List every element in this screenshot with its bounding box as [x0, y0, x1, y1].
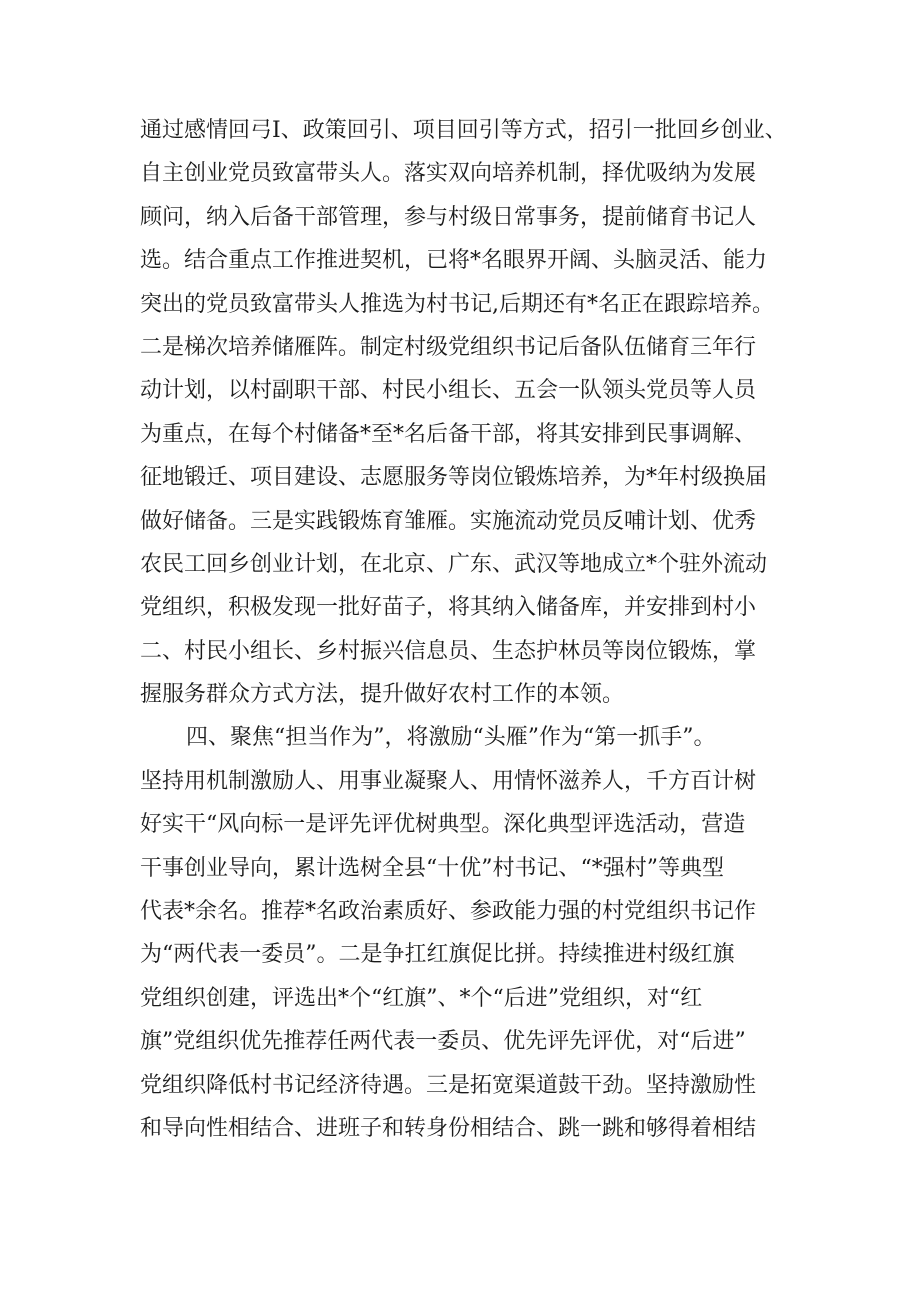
text-line: 党组织降低村书记经济待遇。三是拓宽渠道鼓干劲。坚持激励性: [140, 1072, 757, 1098]
text-line: 通过感情回弓I、政策回引、项目回引等方式，招引一批回乡创业、: [140, 118, 787, 143]
text-line: 选。结合重点工作推进契机，已将*名眼界开阔、头脑灵活、能力: [140, 248, 768, 274]
text-line: 农民工回乡创业计划，在北京、广东、武汉等地成立*个驻外流动: [140, 551, 768, 577]
text-line: 二、村民小组长、乡村振兴信息员、生态护林员等岗位锻炼，掌: [140, 638, 757, 664]
text-line: 干事创业导向，累计选树全县“十优”村书记、“*强村”等典型: [140, 855, 724, 881]
text-line: 动计划，以村副职干部、村民小组长、五会一队领头党员等人员: [140, 378, 757, 404]
text-line: 自主创业党员致富带头人。落实双向培养机制，择优吸纳为发展: [140, 161, 757, 187]
text-line: 突出的党员致富带头人推选为村书记,后期还有*名正在跟踪培养。: [140, 291, 774, 317]
document-body: [140, 109, 795, 1150]
text-line: 代表*余名。推荐*名政治素质好、参政能力强的村党组织书记作: [140, 899, 757, 925]
text-line: 为“两代表一委员”。二是争扛红旗促比拼。持续推进村级红旗: [140, 942, 735, 968]
text-line: 握服务群众方式方法，提升做好农村工作的本领。: [140, 682, 625, 708]
text-line: 旗”党组织优先推荐任两代表一委员、优先评先评优，对“后进”: [140, 1029, 746, 1055]
text-line: 顾问，纳入后备干部管理，参与村级日常事务，提前储育书记人: [140, 204, 757, 230]
text-line: 党组织，积极发现一批好苗子，将其纳入储备库，并安排到村小: [140, 595, 757, 621]
text-line: 征地锻迁、项目建设、志愿服务等岗位锻炼培养，为*年村级换届: [140, 465, 768, 491]
text-line: 为重点，在每个村储备*至*名后备干部，将其安排到民事调解、: [140, 421, 757, 447]
text-line: 二是梯次培养储雁阵。制定村级党组织书记后备队伍储育三年行: [140, 334, 757, 360]
text-line: 坚持用机制激励人、用事业凝聚人、用情怀滋养人，千方百计树: [140, 768, 757, 794]
text-line: 和导向性相结合、进班子和转身份相结合、跳一跳和够得着相结: [140, 1115, 757, 1141]
text-line: 做好储备。三是实践锻炼育雏雁。实施流动党员反哺计划、优秀: [140, 508, 757, 534]
section-heading-line: 四、聚焦“担当作为”，将激励“头雁”作为“第一抓手”。: [186, 725, 716, 751]
text-line: 好实干“风向标一是评先评优树典型。深化典型评选活动，营造: [140, 812, 746, 838]
text-line: 党组织创建，评选出*个“红旗”、*个“后进”党组织，对“红: [140, 985, 703, 1011]
